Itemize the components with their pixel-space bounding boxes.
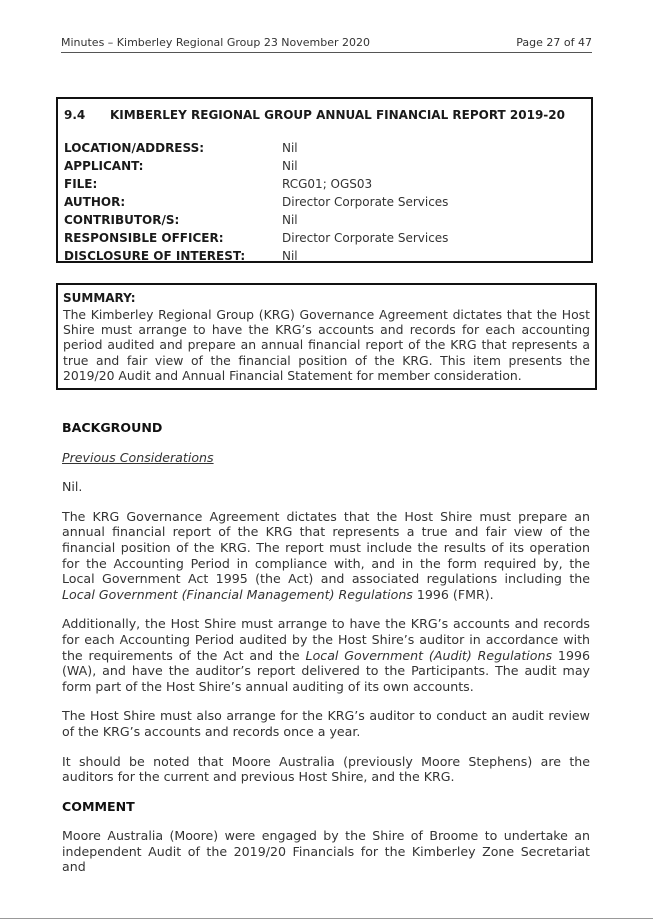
previous-considerations-heading: Previous Considerations <box>62 449 214 465</box>
field-value: Nil <box>282 249 298 263</box>
item-number: 9.4 <box>64 108 86 122</box>
paragraph-text: 1996 (WA), and have the auditor’s report delivered to the Participants. The audit may form part of the Host Shire’s annual auditing of its own accounts. <box>62 647 590 694</box>
field-value: Director Corporate Services <box>282 231 449 245</box>
field-label: RESPONSIBLE OFFICER: <box>64 231 224 245</box>
comment-heading: COMMENT <box>62 798 135 814</box>
summary-title: SUMMARY: <box>63 291 136 305</box>
field-label: APPLICANT: <box>64 159 144 173</box>
audit-paragraph <box>62 616 590 694</box>
page-header <box>61 36 592 53</box>
governance-paragraph <box>62 509 590 603</box>
paragraph-text: The KRG Governance Agreement dictates that the Host Shire must prepare an annual financial report of the KRG that represents a true and fair view of the financial position of the KRG. The report must include the results of its operation for the Accounting Period in compliance with, and in the form required by, the Local Government Act 1995 (the Act) and associated regulations including the <box>62 508 590 587</box>
summary-box <box>56 283 597 390</box>
summary-text: The Kimberley Regional Group (KRG) Governance Agreement dictates that the Host Shire must arrange to have the KRG’s accounts and records for each accounting period audited and prepare an annual financial report of the KRG that represents a true and fair view of the financial position of the KRG. This item presents the 2019/20 Audit and Annual Financial Statement for member consideration. <box>63 307 590 383</box>
auditors-paragraph: It should be noted that Moore Australia (previously Moore Stephens) are the auditors for the current and previous Host Shire, and the KRG. <box>62 753 590 785</box>
field-label: DISCLOSURE OF INTEREST: <box>64 249 246 263</box>
field-label: FILE: <box>64 177 98 191</box>
field-value: Nil <box>282 159 298 173</box>
item-title: KIMBERLEY REGIONAL GROUP ANNUAL FINANCIAL REPORT 2019-20 <box>110 108 565 122</box>
field-value: Nil <box>282 213 298 227</box>
field-value: RCG01; OGS03 <box>282 177 373 191</box>
field-value: Nil <box>282 141 298 155</box>
nil-paragraph: Nil. <box>62 479 83 495</box>
background-heading: BACKGROUND <box>62 420 163 435</box>
field-label: LOCATION/ADDRESS: <box>64 141 205 155</box>
comment-paragraph: Moore Australia (Moore) were engaged by the Shire of Broome to undertake an independent Audit of the 2019/20 Financials for the Kimberley Zone Secretariat and <box>62 828 590 875</box>
body-content <box>62 420 590 889</box>
regulation-title: Local Government (Audit) Regulations <box>305 647 553 663</box>
audit-review-paragraph: The Host Shire must also arrange for the KRG’s auditor to conduct an audit review of the KRG’s accounts and records once a year. <box>62 708 590 739</box>
item-heading <box>64 108 565 122</box>
field-label: CONTRIBUTOR/S: <box>64 213 180 227</box>
document-title: Minutes – Kimberley Regional Group 23 November 2020 <box>61 36 371 49</box>
regulation-title: Local Government (Financial Management) Regulations <box>62 586 413 602</box>
page-number: Page 27 of 47 <box>516 36 592 49</box>
item-details-box <box>56 97 593 263</box>
field-label: AUTHOR: <box>64 195 126 209</box>
field-value: Director Corporate Services <box>282 195 449 209</box>
paragraph-text: Additionally, the Host Shire must arrange to have the KRG’s accounts and records for each Accounting Period audited by the Host Shire’s auditor in accordance with the requirements of the Act and the <box>62 616 590 663</box>
paragraph-text: 1996 (FMR). <box>412 586 494 602</box>
page-bottom-divider <box>0 918 653 919</box>
